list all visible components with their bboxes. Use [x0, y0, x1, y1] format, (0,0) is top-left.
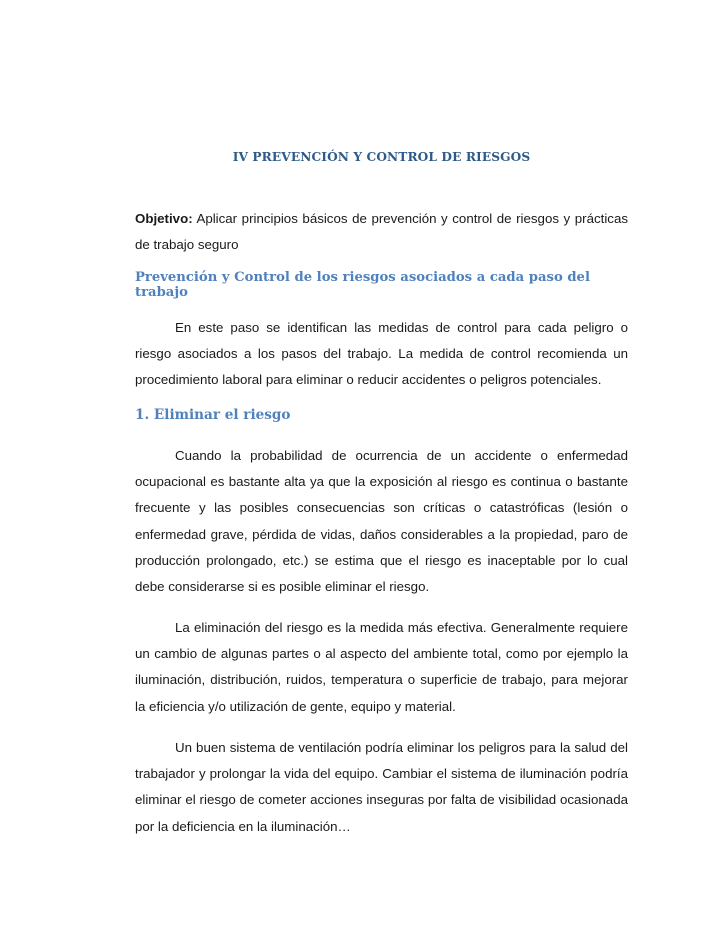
- objective-text: Aplicar principios básicos de prevención y control de riesgos y prácticas de trabajo seguro: [135, 211, 628, 252]
- subheading-eliminar-riesgo: 1. Eliminar el riesgo: [135, 407, 291, 423]
- body-paragraph: Cuando la probabilidad de ocurrencia de un accidente o enfermedad ocupacional es bastante alta ya que la exposición al riesgo es continua o bastante frecuente y las posibles consecuencias son críticas o catastróficas (lesión o enfermedad grave, pérdida de vidas, daños considerables a la propiedad, paro de producción prolongado, etc.) se estima que el riesgo es inaceptable por lo cual debe considerarse si es posible eliminar el riesgo.: [135, 448, 628, 595]
- page-title: IV PREVENCIÓN Y CONTROL DE RIESGOS: [232, 150, 531, 164]
- intro-paragraph: En este paso se identifican las medidas de control para cada peligro o riesgo asociados a los pasos del trabajo. La medida de control recomienda un procedimiento laboral para eliminar o reducir accidentes o peligros potenciales.: [135, 320, 628, 388]
- body-paragraph: La eliminación del riesgo es la medida más efectiva. Generalmente requiere un cambio de algunas partes o al aspecto del ambiente total, como por ejemplo la iluminación, distribución, ruidos, temperatura o superficie de trabajo, para mejorar la eficiencia y/o utilización de gente, equipo y material.: [135, 620, 628, 714]
- body-paragraph: Un buen sistema de ventilación podría eliminar los peligros para la salud del trabajador y prolongar la vida del equipo. Cambiar el sistema de iluminación podría eliminar el riesgo de cometer acciones inseguras por falta de visibilidad ocasionada por la deficiencia en la iluminación…: [135, 740, 628, 834]
- objective-paragraph: [135, 206, 628, 258]
- objective-label: Objetivo:: [135, 211, 193, 226]
- section-heading: Prevención y Control de los riesgos asociados a cada paso del trabajo: [135, 270, 590, 300]
